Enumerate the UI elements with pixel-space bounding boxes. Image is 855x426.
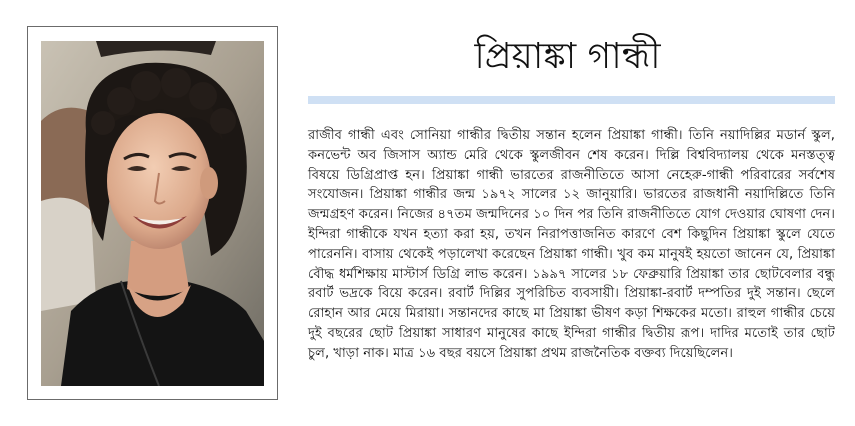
portrait-photo xyxy=(41,41,264,386)
article-body: রাজীব গান্ধী এবং সোনিয়া গান্ধীর দ্বিতীয় সন্তান হলেন প্রিয়াঙ্কা গান্ধী। তিনি নয়াদিল্লির মডার্ন স্কুল, কনভেন্ট অব জিসাস অ্যান্ড মেরি থেকে স্কুলজীবন শেষ করেন। দিল্লি বিশ্ববিদ্যালয় থেকে মনস্তত্ত্ব বিষয়ে ডিগ্রিপ্রাপ্ত হন। প্রিয়াঙ্কা গান্ধী ভারতের রাজনীতিতে আসা নেহেরু-গান্ধী পরিবারের সর্বশেষ সংযোজন। প্রিয়াঙ্কা গান্ধীর জন্ম ১৯৭২ সালের ১২ জানুয়ারি। ভারতের রাজধানী নয়াদিল্লিতে তিনি জন্মগ্রহণ করেন। নিজের ৪৭তম জন্মদিনের ১০ দিন পর তিনি রাজনীতিতে যোগ দেওয়ার ঘোষণা দেন। ইন্দিরা গান্ধীকে যখন হত্যা করা হয়, তখন নিরাপত্তাজনিত কারণে বেশ কিছুদিন প্রিয়াঙ্কা স্কুলে যেতে পারেননি। বাসায় থেকেই পড়ালেখা করেছেন প্রিয়াঙ্কা গান্ধী। খুব কম মানুষই হয়তো জানেন যে, প্রিয়াঙ্কা বৌদ্ধ ধর্মশিক্ষায় মাস্টার্স ডিগ্রি লাভ করেন। ১৯৯৭ সালের ১৮ ফেব্রুয়ারি প্রিয়াঙ্কা তার ছোটবেলার বন্ধু রবার্ট ভদ্রকে বিয়ে করেন। রবার্ট দিল্লির সুপরিচিত ব্যবসায়ী। প্রিয়াঙ্কা-রবার্ট দম্পতির দুই সন্তান। ছেলে রোহান আর মেয়ে মিরায়া। সন্তানদের কাছে মা প্রিয়াঙ্কা ভীষণ কড়া শিক্ষকের মতো। রাহুল গান্ধীর চেয়ে দুই বছরের ছোট প্রিয়াঙ্কা সাধারণ মানুষের কাছে ইন্দিরা গান্ধীর দ্বিতীয় রূপ। দাদির মতোই তার ছোট চুল, খাড়া নাক। মাত্র ১৬ বছর বয়সে প্রিয়াঙ্কা প্রথম রাজনৈতিক বক্তব্য দিয়েছিলেন। xyxy=(308,128,835,361)
article-title: প্রিয়াঙ্কা গান্ধী xyxy=(474,36,661,77)
title-divider xyxy=(308,96,835,104)
portrait-frame xyxy=(27,26,278,400)
